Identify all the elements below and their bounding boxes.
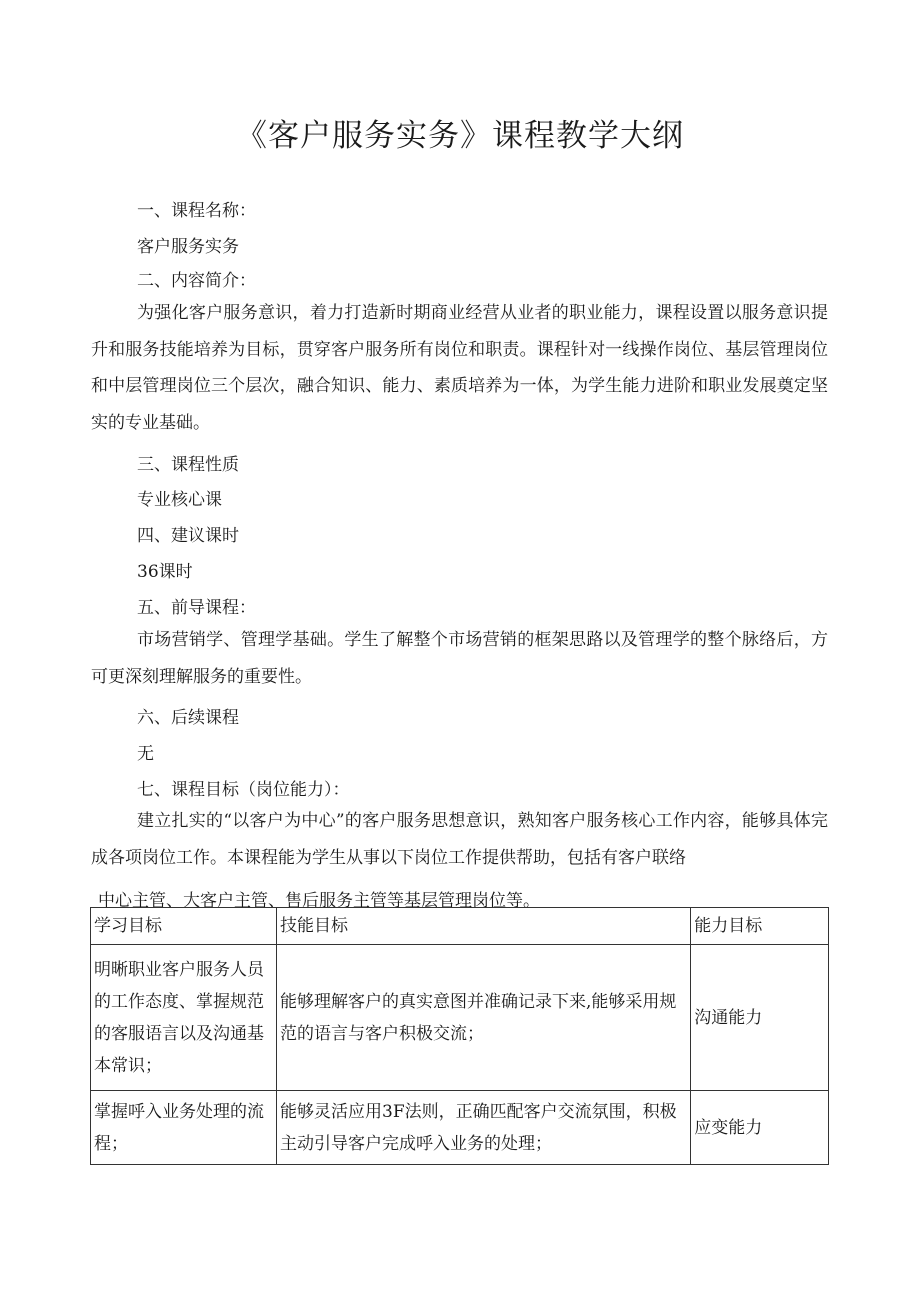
section-1-heading: 一、课程名称： — [137, 201, 256, 221]
cell-learning-goal: 掌握呼入业务处理的流程； — [91, 1091, 277, 1165]
section-1-text: 客户服务实务 — [137, 237, 239, 257]
section-2-heading: 二、内容简介： — [137, 271, 256, 291]
section-7-text-continued: 中心主管、大客户主管、售后服务主管等基层管理岗位等。 — [98, 891, 540, 911]
cell-ability-goal: 沟通能力 — [691, 945, 829, 1091]
cell-learning-goal: 明晰职业客户服务人员的工作态度、掌握规范的客服语言以及沟通基本常识； — [91, 945, 277, 1091]
section-5-text: 市场营销学、管理学基础。学生了解整个市场营销的框架思路以及管理学的整个脉络后，方可更深刻理解服务的重要性。 — [91, 630, 828, 687]
section-6-text: 无 — [137, 744, 154, 764]
objectives-table — [90, 907, 829, 1165]
header-learning-goal: 学习目标 — [91, 908, 277, 945]
section-2-text: 为强化客户服务意识，着力打造新时期商业经营从业者的职业能力，课程设置以服务意识提升和服务技能培养为目标，贯穿客户服务所有岗位和职责。课程针对一线操作岗位、基层管理岗位和中层管理岗位三个层次，融合知识、能力、素质培养为一体，为学生能力进阶和职业发展奠定坚实的专业基础。 — [91, 303, 828, 433]
table-row — [91, 1091, 829, 1165]
cell-skill-goal: 能够灵活应用3F法则，正确匹配客户交流氛围，积极主动引导客户完成呼入业务的处理； — [277, 1091, 691, 1165]
section-3-heading: 三、课程性质 — [137, 455, 239, 475]
section-6-heading: 六、后续课程 — [137, 708, 239, 728]
section-5-heading: 五、前导课程： — [137, 598, 256, 618]
document-title: 《客户服务实务》课程教学大纲 — [236, 118, 684, 154]
table-header-row — [91, 908, 829, 945]
section-4-text: 36课时 — [137, 562, 193, 582]
section-3-text: 专业核心课 — [137, 490, 222, 510]
section-7-heading: 七、课程目标（岗位能力）： — [137, 780, 350, 800]
header-skill-goal: 技能目标 — [277, 908, 691, 945]
table-row — [91, 945, 829, 1091]
header-ability-goal: 能力目标 — [691, 908, 829, 945]
cell-ability-goal: 应变能力 — [691, 1091, 829, 1165]
cell-skill-goal: 能够理解客户的真实意图并准确记录下来,能够采用规范的语言与客户积极交流； — [277, 945, 691, 1091]
section-4-heading: 四、建议课时 — [137, 526, 239, 546]
section-7-text: 建立扎实的“以客户为中心”的客户服务思想意识，熟知客户服务核心工作内容，能够具体完成各项岗位工作。本课程能为学生从事以下岗位工作提供帮助，包括有客户联络 — [91, 811, 828, 868]
